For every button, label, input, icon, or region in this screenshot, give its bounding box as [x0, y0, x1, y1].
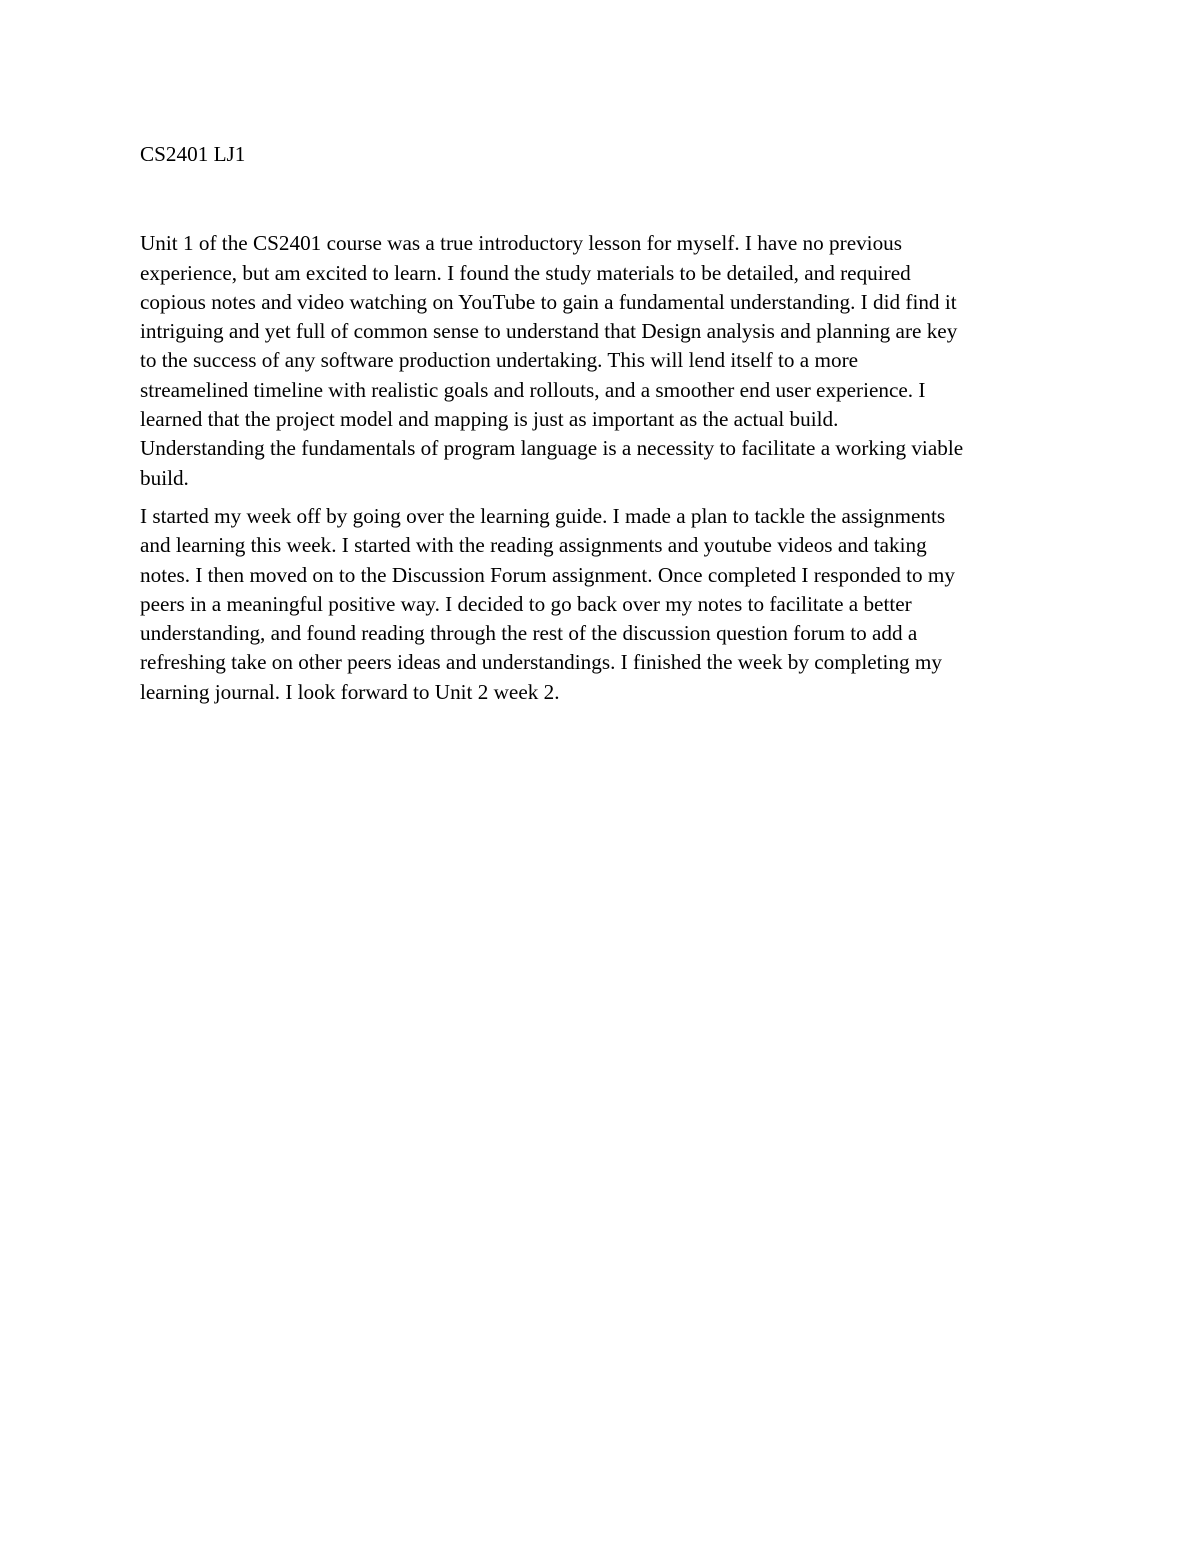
text-line: understanding, and found reading through the rest of the discussion question forum to add a: [140, 621, 918, 646]
text-line: copious notes and video watching on YouTube to gain a fundamental understanding. I did find it: [140, 289, 957, 314]
text-line: to the success of any software production undertaking. This will lend itself to a more: [140, 348, 859, 373]
document-title: CS2401 LJ1: [140, 142, 246, 166]
text-line: peers in a meaningful positive way. I decided to go back over my notes to facilitate a better: [140, 591, 912, 616]
text-line: Unit 1 of the CS2401 course was a true introductory lesson for myself. I have no previous: [140, 231, 903, 256]
text-line: and learning this week. I started with the reading assignments and youtube videos and taking: [140, 533, 927, 558]
text-line: build.: [140, 465, 189, 490]
paragraph-1: [140, 229, 1062, 493]
document-body: [140, 140, 1062, 707]
text-line: notes. I then moved on to the Discussion Forum assignment. Once completed I responded to my: [140, 562, 955, 587]
text-line: I started my week off by going over the learning guide. I made a plan to tackle the assignments: [140, 503, 946, 528]
text-line: learning journal. I look forward to Unit 2 week 2.: [140, 679, 560, 704]
text-line: streamelined timeline with realistic goals and rollouts, and a smoother end user experience. I: [140, 377, 926, 402]
paragraph-2: [140, 502, 1062, 707]
text-line: intriguing and yet full of common sense to understand that Design analysis and planning are key: [140, 319, 958, 344]
text-line: refreshing take on other peers ideas and understandings. I finished the week by completing my: [140, 650, 942, 675]
text-line: Understanding the fundamentals of program language is a necessity to facilitate a working viable: [140, 436, 964, 461]
text-line: experience, but am excited to learn. I found the study materials to be detailed, and required: [140, 260, 911, 285]
text-line: learned that the project model and mapping is just as important as the actual build.: [140, 407, 839, 432]
